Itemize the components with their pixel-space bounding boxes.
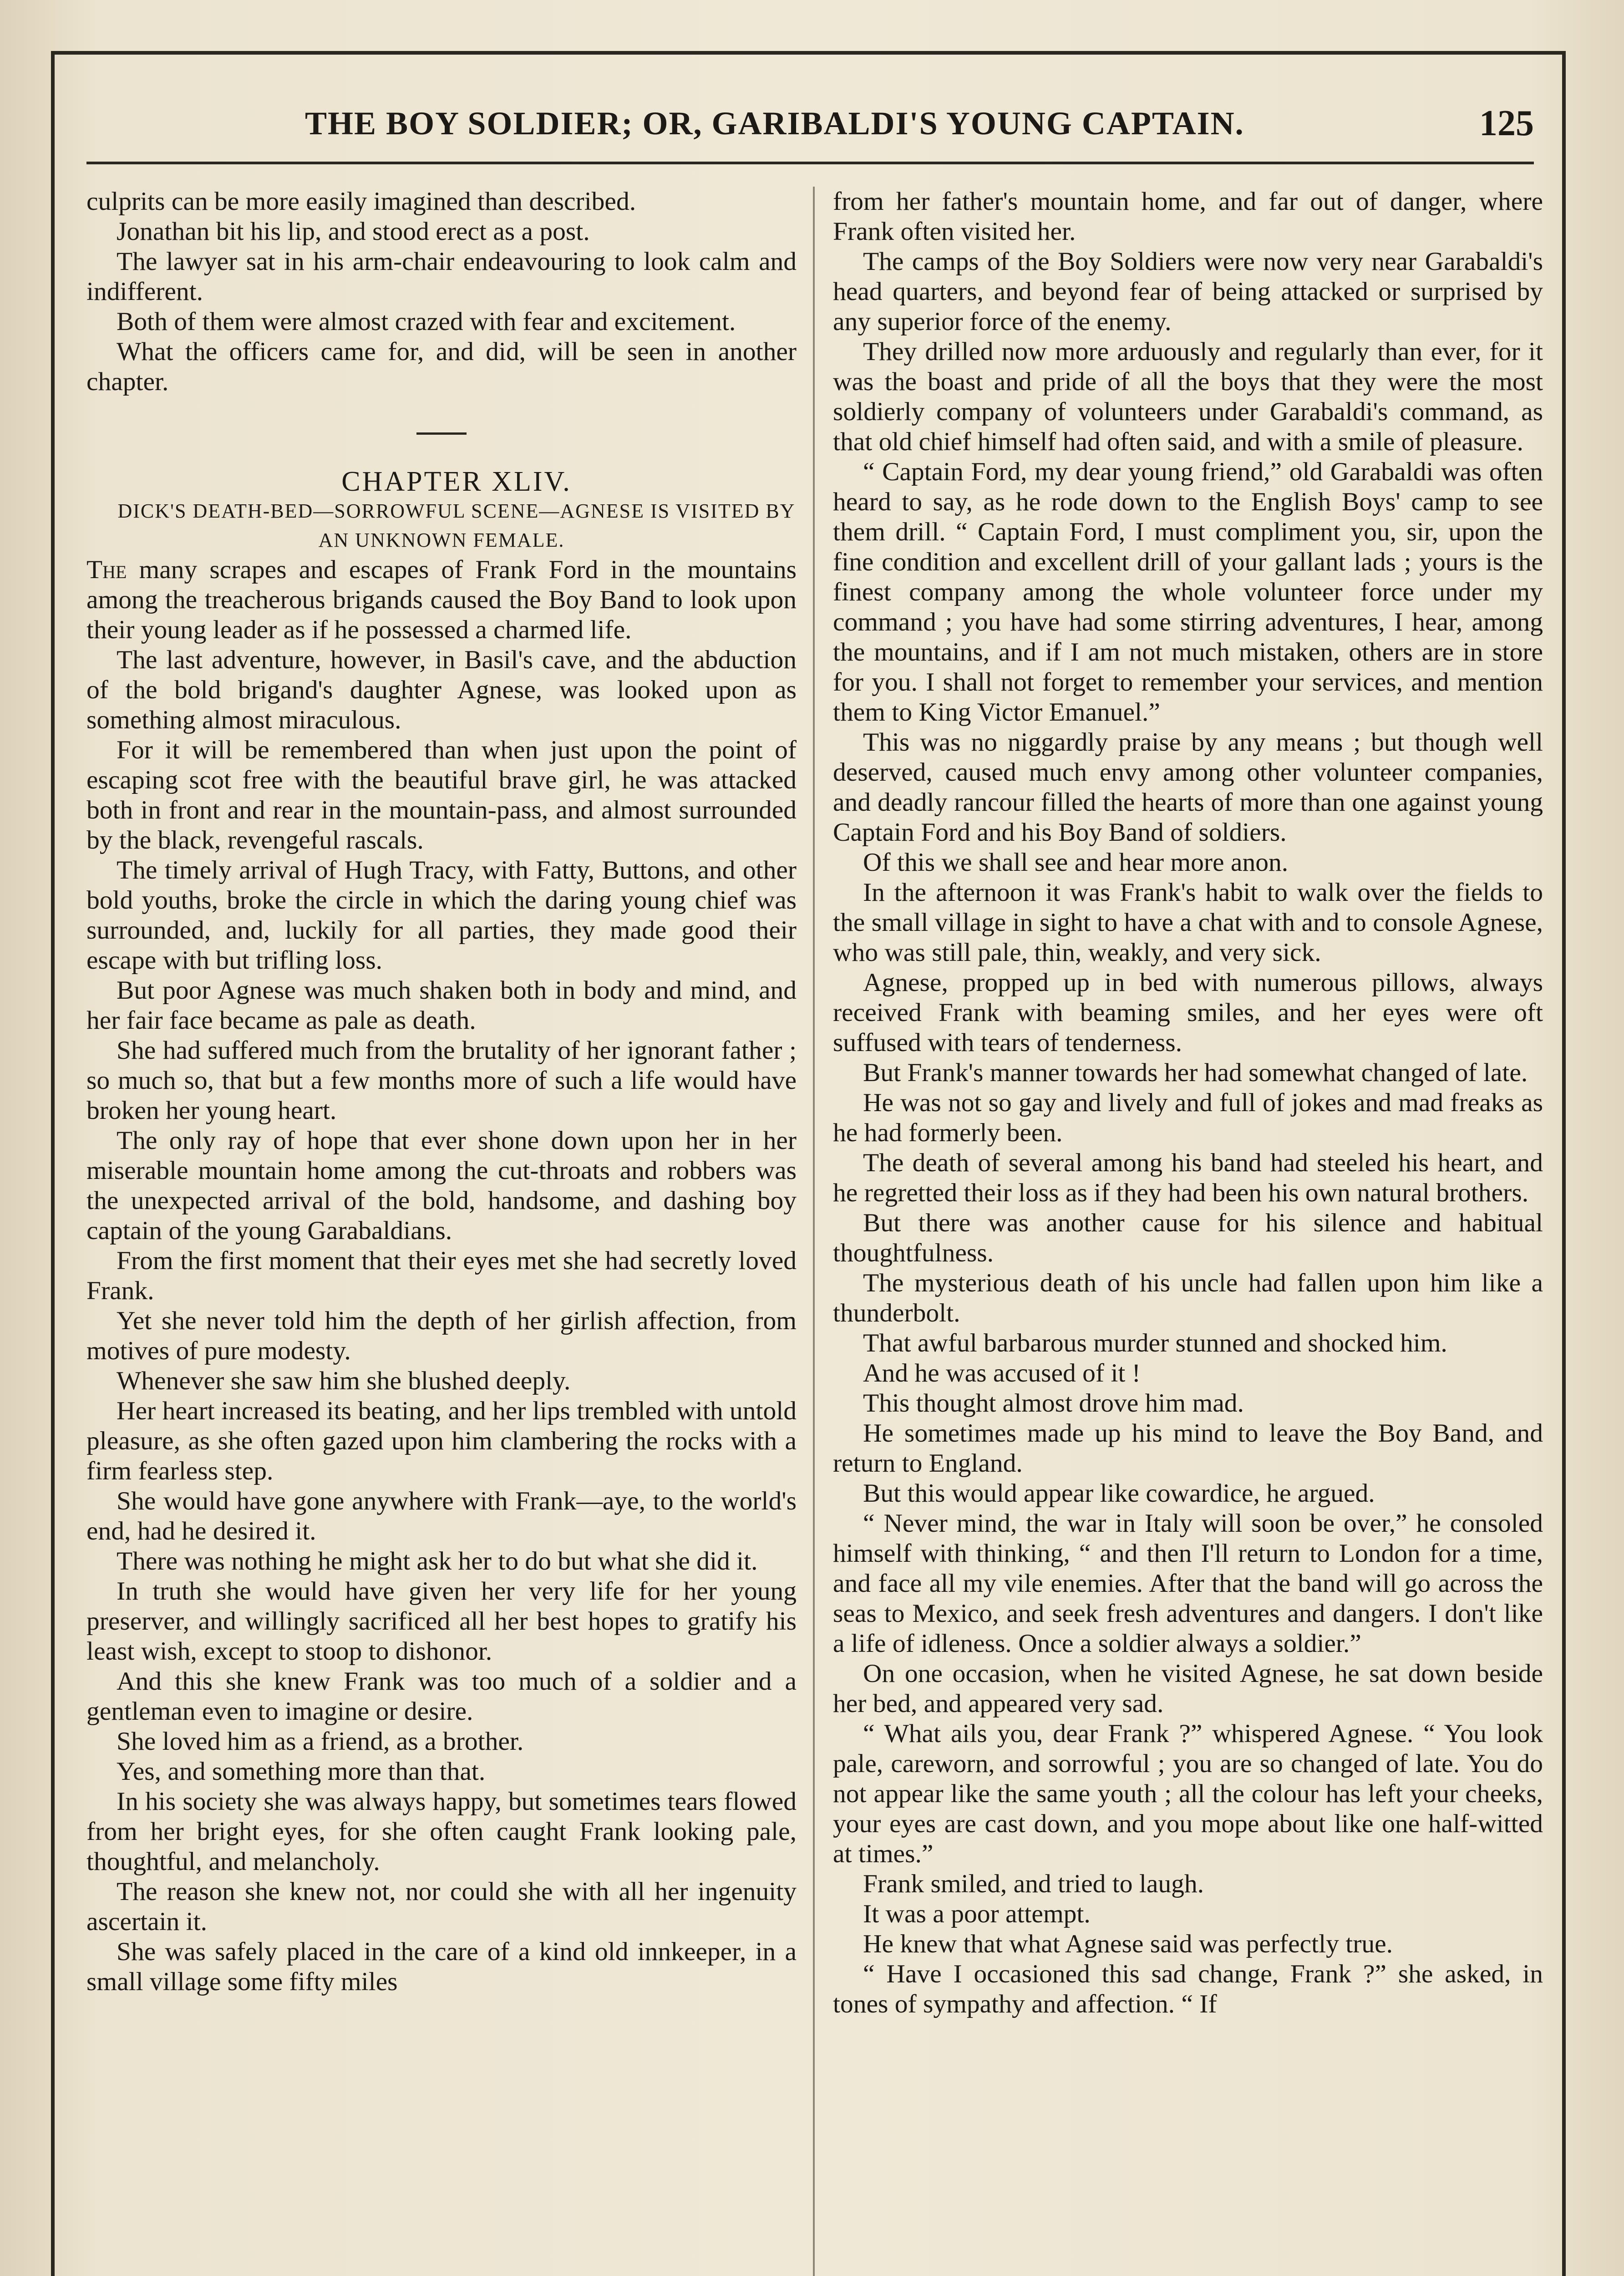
- paragraph: What the officers came for, and did, will be seen in another chapter.: [86, 337, 797, 396]
- paragraph: Of this we shall see and hear more anon.: [863, 848, 1289, 877]
- paragraph: The death of several among his band had steeled his heart, and he regretted their loss as if they had been his own natural brothers.: [833, 1148, 1543, 1207]
- paragraph: “ What ails you, dear Frank ?” whispered Agnese. “ You look pale, careworn, and sorrowful ; you are so changed of late. You do not appear like the same youth ; all the colour has left your cheeks, your eyes are cast down, and you mope about like one half-witted at times.”: [833, 1719, 1543, 1868]
- running-title: THE BOY SOLDIER; OR, GARIBALDI'S YOUNG CAPTAIN.: [305, 105, 1244, 142]
- paragraph: She had suffered much from the brutality of her ignorant father ; so much so, that but a few months more of such a life would have broken her young heart.: [86, 1036, 797, 1125]
- paragraph: On one occasion, when he visited Agnese, he sat down beside her bed, and appeared very sad.: [833, 1659, 1543, 1718]
- page-number: 125: [1479, 103, 1534, 143]
- paragraph: Whenever she saw him she blushed deeply.: [117, 1367, 571, 1395]
- paragraph: He was not so gay and lively and full of jokes and mad freaks as he had formerly been.: [833, 1088, 1543, 1147]
- paragraph: culprits can be more easily imagined than described.: [86, 187, 636, 216]
- opening-lead-word: The: [86, 555, 127, 584]
- paragraph: She was safely placed in the care of a kind old innkeeper, in a small village some fifty miles: [86, 1937, 797, 1996]
- paragraph: This was no niggardly praise by any means ; but though well deserved, caused much envy among other volunteer companies, and deadly rancour filled the hearts of more than one against young Captain Ford and his Boy Band of soldiers.: [833, 728, 1543, 847]
- paragraph: The last adventure, however, in Basil's cave, and the abduction of the bold brigand's daughter Agnese, was looked upon as something almost miraculous.: [86, 645, 797, 734]
- left-column: [86, 187, 797, 2276]
- chapter-subtitle: DICK'S DEATH-BED—SORROWFUL SCENE—AGNESE IS VISITED BY AN UNKNOWN FEMALE.: [117, 500, 796, 551]
- paragraph: The only ray of hope that ever shone down upon her in her miserable mountain home among the cut-throats and robbers was the unexpected arrival of the bold, handsome, and dashing boy captain of the young Garabaldians.: [86, 1126, 797, 1245]
- paragraph: There was nothing he might ask her to do but what she did it.: [117, 1547, 758, 1575]
- paragraph: But there was another cause for his silence and habitual thoughtfulness.: [833, 1209, 1543, 1267]
- paragraph: The camps of the Boy Soldiers were now very near Garabaldi's head quarters, and beyond fear of being attacked or surprised by any superior force of the enemy.: [833, 247, 1543, 336]
- opening-text: many scrapes and escapes of Frank Ford in the mountains among the treacherous brigands caused the Boy Band to look upon their young leader as if he possessed a charmed life.: [86, 555, 797, 644]
- paragraph: He sometimes made up his mind to leave the Boy Band, and return to England.: [833, 1419, 1543, 1478]
- paragraph: The reason she knew not, nor could she with all her ingenuity ascertain it.: [86, 1877, 797, 1936]
- chapter-opening-paragraph: [86, 555, 797, 645]
- section-divider: [416, 432, 467, 435]
- paragraph: Both of them were almost crazed with fear and excitement.: [117, 307, 736, 336]
- column-divider: [813, 187, 815, 2276]
- paragraph: This thought almost drove him mad.: [863, 1389, 1244, 1417]
- paragraph: He knew that what Agnese said was perfectly true.: [863, 1930, 1393, 1958]
- page-border-left: [51, 51, 55, 2276]
- paragraph: For it will be remembered than when just upon the point of escaping scot free with the beautiful brave girl, he was attacked both in front and rear in the mountain-pass, and almost surrounded by the black, revengeful rascals.: [86, 736, 797, 854]
- paragraph: Jonathan bit his lip, and stood erect as a post.: [117, 217, 590, 246]
- paragraph: From the first moment that their eyes met she had secretly loved Frank.: [86, 1246, 797, 1305]
- page-border-top: [51, 51, 1566, 55]
- paragraph: In his society she was always happy, but sometimes tears flowed from her bright eyes, for she often caught Frank looking pale, thoughtful, and melancholy.: [86, 1787, 797, 1876]
- paragraph: It was a poor attempt.: [863, 1900, 1091, 1928]
- paragraph: They drilled now more arduously and regularly than ever, for it was the boast and pride of all the boys that they were the most soldierly company of volunteers under Garabaldi's command, as that old chief himself had often said, and with a smile of pleasure.: [833, 337, 1543, 456]
- paragraph: “ Have I occasioned this sad change, Frank ?” she asked, in tones of sympathy and affection. “ If: [833, 1960, 1543, 2018]
- paragraph: But this would appear like cowardice, he argued.: [863, 1479, 1375, 1508]
- chapter-title: CHAPTER XLIV.: [341, 466, 572, 497]
- paragraph: Her heart increased its beating, and her lips trembled with untold pleasure, as she often gazed upon him clambering the rocks with a firm fearless step.: [86, 1397, 797, 1485]
- paragraph: Frank smiled, and tried to laugh.: [863, 1870, 1204, 1898]
- paragraph: The lawyer sat in his arm-chair endeavouring to look calm and indifferent.: [86, 247, 797, 306]
- paragraph: And he was accused of it !: [863, 1359, 1141, 1387]
- paragraph: from her father's mountain home, and far out of danger, where Frank often visited her.: [833, 187, 1543, 246]
- right-column: [833, 187, 1543, 2276]
- paragraph: The mysterious death of his uncle had fallen upon him like a thunderbolt.: [833, 1269, 1543, 1327]
- paragraph: That awful barbarous murder stunned and shocked him.: [863, 1329, 1447, 1357]
- paragraph: But poor Agnese was much shaken both in body and mind, and her fair face became as pale as death.: [86, 976, 797, 1035]
- running-header: [86, 100, 1534, 159]
- header-rule: [86, 162, 1534, 164]
- paragraph: She would have gone anywhere with Frank—aye, to the world's end, had he desired it.: [86, 1487, 797, 1545]
- page-border-right: [1562, 51, 1566, 2276]
- paragraph: But Frank's manner towards her had somewhat changed of late.: [863, 1058, 1528, 1087]
- paragraph: “ Captain Ford, my dear young friend,” old Garabaldi was often heard to say, as he rode down to the English Boys' camp to see them drill. “ Captain Ford, I must compliment you, sir, upon the fine condition and excellent drill of your gallant lads ; yours is the finest company among the whole volunteer force under my command ; you have had some stirring adventures, I hear, among the mountains, and if I am not much mistaken, others are in store for you. I shall not forget to remember your services, and mention them to King Victor Emanuel.”: [833, 457, 1543, 726]
- paragraph: “ Never mind, the war in Italy will soon be over,” he consoled himself with thinking, “ and then I'll return to London for a time, and face all my vile enemies. After that the band will go across the seas to Mexico, and seek fresh adventures and dangers. I don't like a life of idleness. Once a soldier always a soldier.”: [833, 1509, 1543, 1658]
- paragraph: Agnese, propped up in bed with numerous pillows, always received Frank with beaming smiles, and her eyes were oft suffused with tears of tenderness.: [833, 968, 1543, 1057]
- paragraph: She loved him as a friend, as a brother.: [117, 1727, 524, 1756]
- paragraph: In the afternoon it was Frank's habit to walk over the fields to the small village in sight to have a chat with and to console Agnese, who was still pale, thin, weakly, and very sick.: [833, 878, 1543, 967]
- paragraph: Yet she never told him the depth of her girlish affection, from motives of pure modesty.: [86, 1306, 797, 1365]
- paragraph: Yes, and something more than that.: [117, 1757, 486, 1786]
- paragraph: In truth she would have given her very life for her young preserver, and willingly sacrificed all her best hopes to gratify his least wish, except to stoop to dishonor.: [86, 1577, 797, 1666]
- paragraph: The timely arrival of Hugh Tracy, with Fatty, Buttons, and other bold youths, broke the circle in which the daring young chief was surrounded, and, luckily for all parties, they made good their escape with but trifling loss.: [86, 856, 797, 975]
- paragraph: And this she knew Frank was too much of a soldier and a gentleman even to imagine or desire.: [86, 1667, 797, 1726]
